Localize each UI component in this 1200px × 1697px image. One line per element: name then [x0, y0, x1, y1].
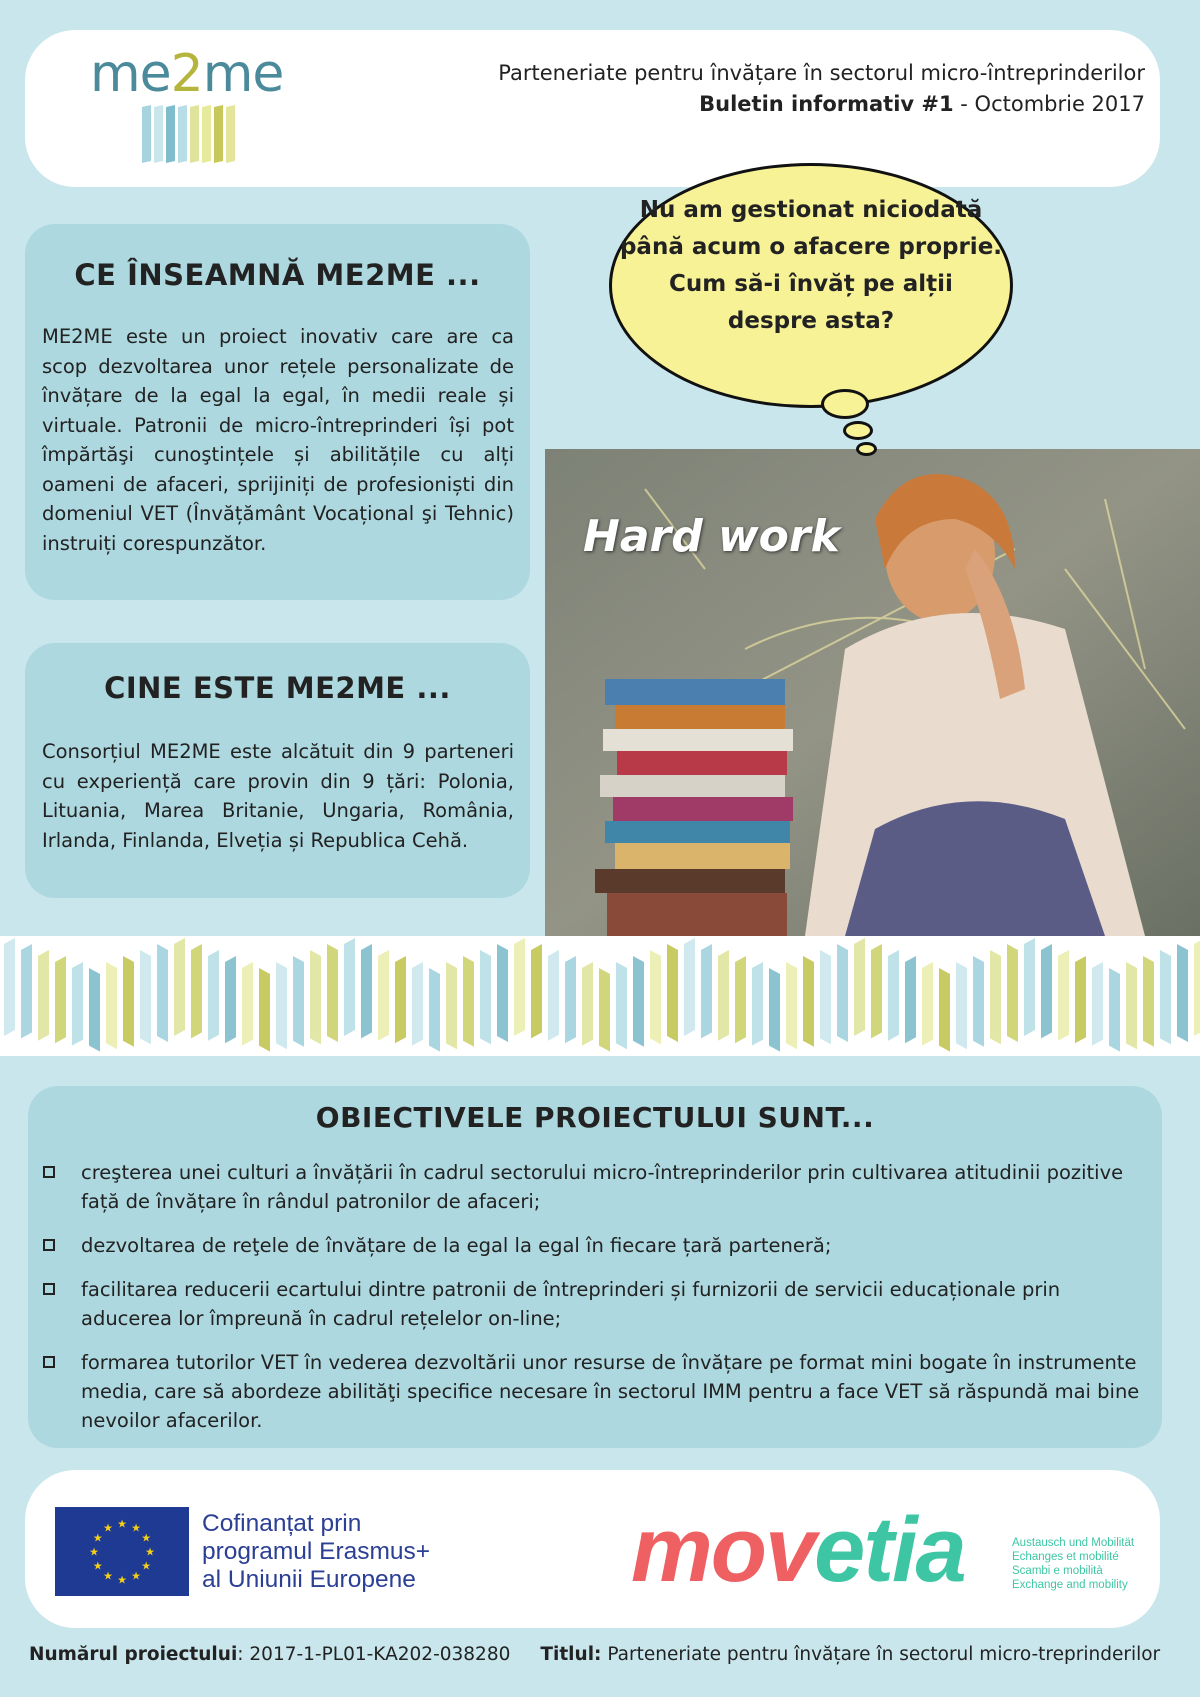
stripe-bar [1075, 956, 1086, 1043]
stripe-bar [786, 962, 797, 1049]
stripe-bar [429, 968, 440, 1052]
checkbox-bullet-icon [43, 1356, 55, 1368]
stripe-bar [718, 950, 729, 1041]
objective-item: formarea tutorilor VET în vederea dezvoltării unor resurse de învățare pe format mini bogate în instrumente media, care să abordeze abilităţi specifice necesare în sectorul IMM pentru a face VET să răspundă mai bine nevoilor afacerilor. [43, 1348, 1140, 1435]
newsletter-issue: Buletin informativ #1 - Octombrie 2017 [699, 92, 1145, 116]
stripe-bar [548, 950, 559, 1041]
stripe-bar [769, 968, 780, 1052]
project-info-line [29, 1644, 1160, 1665]
eu-star-icon: ★ [141, 1531, 152, 1545]
stripe-bar [1007, 944, 1018, 1042]
thought-dot-small [856, 442, 877, 456]
logo-wordmark: me2me [90, 44, 284, 104]
stripe-bar [905, 956, 916, 1043]
section-what-is [25, 224, 530, 600]
movetia-tagline: Austausch und Mobilität Echanges et mobilité Scambi e mobilità Exchange and mobility [1012, 1537, 1135, 1591]
stripe-bar [344, 938, 355, 1036]
hard-work-photo [545, 449, 1200, 936]
stripe-bar [4, 938, 15, 1036]
stripe-bar [1126, 962, 1137, 1049]
project-title-value: Parteneriate pentru învățare în sectorul micro-treprinderilor [601, 1644, 1161, 1665]
header-banner [25, 30, 1160, 187]
eu-star-icon: ★ [103, 1521, 113, 1535]
stripe-bar [55, 956, 66, 1043]
stripe-bar [973, 956, 984, 1047]
decorative-stripe-band [0, 936, 1200, 1056]
stripe-bar [803, 956, 814, 1047]
eu-star-icon: ★ [92, 1559, 103, 1573]
movetia-logo: movetia [631, 1499, 965, 1601]
stripe-bar [310, 950, 321, 1044]
stripe-bar [667, 944, 678, 1042]
newsletter-heading [498, 58, 1145, 120]
stripe-bar [531, 944, 542, 1038]
stripe-bar [701, 944, 712, 1038]
stripe-bar [1160, 950, 1171, 1044]
thought-bubble-text: Nu am gestionat niciodată până acum o afacere proprie. Cum să-i învăț pe alții despre asta? [619, 197, 1003, 334]
section-who-is-body: Consorțiul ME2ME este alcătuit din 9 parteneri cu experiență care provin din 9 țări: Polonia, Lituania, Marea Britanie, Ungaria, România, Irlanda, Finlanda, Elveția și Republica Cehă. [42, 740, 514, 852]
section-who-is [25, 643, 530, 898]
eu-star-icon: ★ [117, 1517, 127, 1531]
eu-star-icon: ★ [145, 1545, 155, 1559]
stripe-bar [480, 950, 491, 1044]
eu-star-icon: ★ [117, 1573, 127, 1587]
stripe-bar [616, 962, 627, 1049]
eu-star-icon: ★ [92, 1531, 103, 1545]
stripe-bar [208, 950, 219, 1041]
stripe-bar [565, 956, 576, 1043]
eu-cofunding-text: Cofinanțat prin programul Erasmus+ al Uniunii Europene [202, 1510, 431, 1593]
stripe-bar [174, 938, 185, 1036]
stripe-bar [123, 956, 134, 1047]
eu-star-icon: ★ [141, 1559, 152, 1573]
stripe-bar [38, 950, 49, 1041]
stripe-bar [259, 968, 270, 1052]
eu-star-icon: ★ [131, 1521, 141, 1535]
stripe-bar [361, 944, 372, 1038]
stripe-bar [446, 962, 457, 1049]
stripe-bar [412, 962, 423, 1046]
stripe-bar [735, 956, 746, 1043]
eu-star-icon: ★ [131, 1569, 141, 1583]
eu-star-icon: ★ [89, 1545, 99, 1559]
logo-bars-icon [142, 106, 320, 162]
stripe-bar [140, 950, 151, 1044]
stripe-bar [327, 944, 338, 1042]
thought-bubble [609, 163, 1013, 408]
stripe-bar [650, 950, 661, 1044]
stripe-bar [1177, 944, 1188, 1042]
section-who-is-title: CINE ESTE ME2ME ... [104, 671, 451, 705]
stripe-bar [1058, 950, 1069, 1041]
eu-star-icon: ★ [103, 1569, 113, 1583]
stripe-bar [463, 956, 474, 1047]
stripe-bar [1109, 968, 1120, 1052]
stripe-bar [21, 944, 32, 1038]
stripe-bar [752, 962, 763, 1046]
stripe-bar [378, 950, 389, 1041]
stripe-bar [276, 962, 287, 1049]
photo-caption: Hard work [583, 511, 840, 562]
project-title-label: Titlul: [540, 1644, 602, 1665]
objective-item: creşterea unei culturi a învățării în cadrul sectorului micro-întreprinderilor prin cultivarea atitudinii pozitive față de învățare în rândul patronilor de afaceri; [43, 1158, 1140, 1216]
eu-flag-icon [55, 1507, 189, 1596]
stripe-bar [1143, 956, 1154, 1047]
stripe-bar [72, 962, 83, 1046]
section-what-is-title: CE ÎNSEAMNĂ ME2ME ... [74, 258, 481, 292]
stripe-bar [599, 968, 610, 1052]
project-number-value: : 2017-1-PL01-KA202-038280 [237, 1644, 511, 1665]
stripe-bar [854, 938, 865, 1036]
header-subtitle: Parteneriate pentru învățare în sectorul micro-întreprinderilor [498, 61, 1145, 85]
stripe-bar [939, 968, 950, 1052]
thought-dot-large [821, 389, 869, 419]
objectives-title: OBIECTIVELE PROIECTULUI SUNT... [315, 1101, 875, 1134]
stripe-bar [242, 962, 253, 1046]
project-number-label: Numărul proiectului [29, 1644, 238, 1665]
stripe-bar [293, 956, 304, 1047]
stripe-bar [1041, 944, 1052, 1038]
checkbox-bullet-icon [43, 1283, 55, 1295]
me2me-logo [90, 44, 320, 178]
stripe-bar [1092, 962, 1103, 1046]
stripe-bar [582, 962, 593, 1046]
eu-stars [55, 1507, 189, 1596]
stripe-bar [1194, 938, 1200, 1036]
stripe-bar [888, 950, 899, 1041]
checkbox-bullet-icon [43, 1166, 55, 1178]
stripe-bar [633, 956, 644, 1047]
stripe-bar [157, 944, 168, 1042]
stripe-bar [990, 950, 1001, 1044]
stripe-bar [395, 956, 406, 1043]
stripe-bar [837, 944, 848, 1042]
stripe-pattern [0, 936, 1200, 1056]
stripe-bar [106, 962, 117, 1049]
stripe-bar [497, 944, 508, 1042]
stripe-bar [956, 962, 967, 1049]
footer-logos [25, 1470, 1160, 1628]
stripe-bar [514, 938, 525, 1036]
stripe-bar [871, 944, 882, 1038]
section-objectives [28, 1086, 1162, 1448]
objective-item: dezvoltarea de reţele de învățare de la egal la egal în fiecare țară parteneră; [43, 1231, 1140, 1260]
stripe-bar [1024, 938, 1035, 1036]
objective-item: facilitarea reducerii ecartului dintre patronii de întreprinderi și furnizorii de servicii educaționale prin aducerea lor împreună în cadrul rețelelor on-line; [43, 1275, 1140, 1333]
stripe-bar [820, 950, 831, 1044]
checkbox-bullet-icon [43, 1239, 55, 1251]
section-what-is-body: ME2ME este un proiect inovativ care are ca scop dezvoltarea unor rețele personalizate de învățare de la egal la egal, în medii reale și virtuale. Patronii de micro-întreprinderi își pot împărtăşi cunoştințele și abilitățile cu alți oameni de afaceri, sprijiniți de profesioniști din domeniul VET (Învățământ Vocațional şi Tehnic) instruiți corespunzător. [42, 325, 514, 555]
stripe-bar [922, 962, 933, 1046]
stripe-bar [684, 938, 695, 1036]
stripe-bar [225, 956, 236, 1043]
stripe-bar [191, 944, 202, 1038]
thought-dot-medium [843, 421, 873, 440]
objectives-list [43, 1158, 1140, 1435]
stripe-bar [89, 968, 100, 1052]
